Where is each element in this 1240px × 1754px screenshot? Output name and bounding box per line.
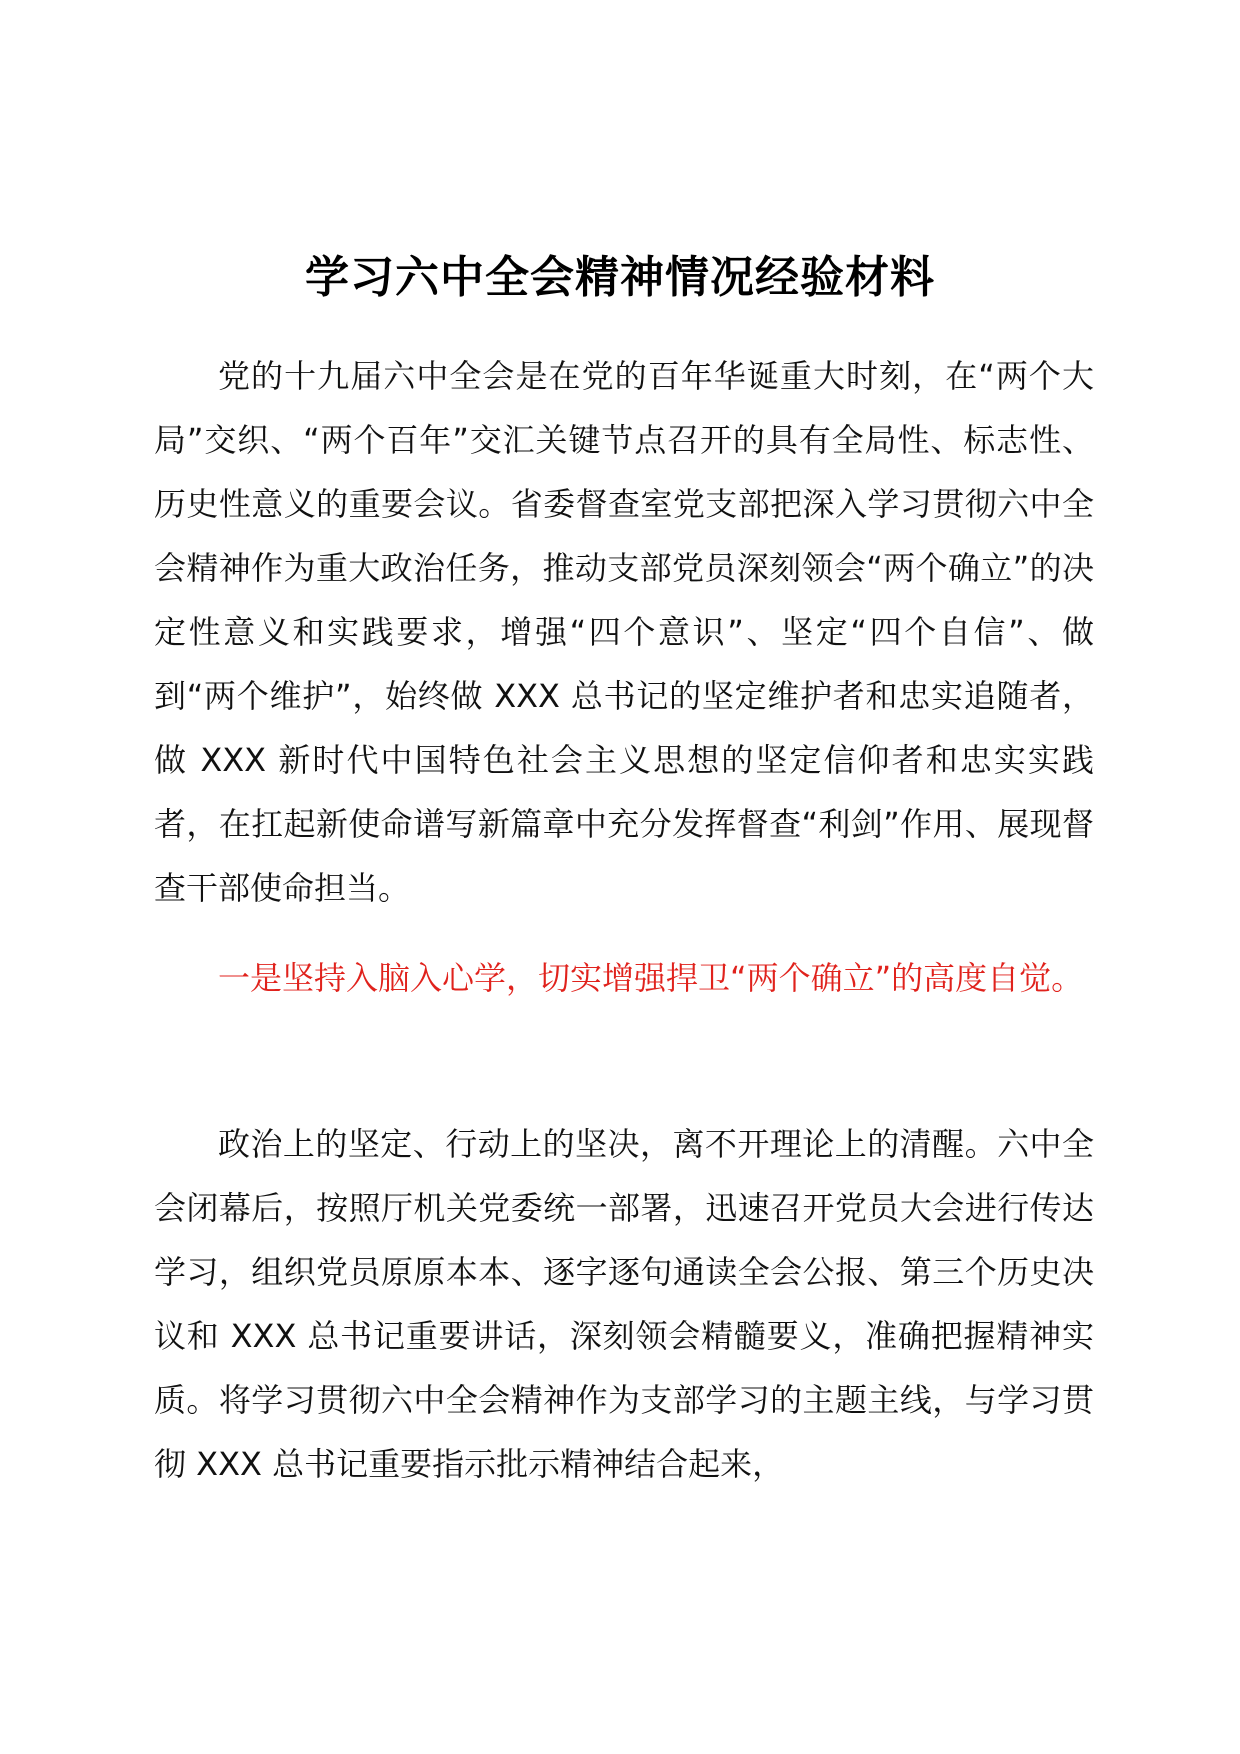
body-paragraph: 政治上的坚定、行动上的坚决，离不开理论上的清醒。六中全会闭幕后，按照厅机关党委统一部署，迅速召开党员大会进行传达学习，组织党员原原本本、逐字逐句通读全会公报、第三个历史决议和 XXX 总书记重要讲话，深刻领会精髓要义，准确把握精神实质。将学习贯彻六中全会精神作为支部学习的主题主线，与学习贯彻 XXX 总书记重要指示批示精神结合起来，	[154, 1125, 1094, 1483]
intro-paragraph: 党的十九届六中全会是在党的百年华诞重大时刻，在“两个大局”交织、“两个百年”交汇关键节点召开的具有全局性、标志性、历史性意义的重要会议。省委督查室党支部把深入学习贯彻六中全会精神作为重大政治任务，推动支部党员深刻领会“两个确立”的决定性意义和实践要求，增强“四个意识”、坚定“四个自信”、做到“两个维护”，始终做 XXX 总书记的坚定维护者和忠实追随者，做 XXX 新时代中国特色社会主义思想的坚定信仰者和忠实实践者，在扛起新使命谱写新篇章中充分发挥督查“利剑”作用、展现督查干部使命担当。	[154, 357, 1094, 907]
section-heading: 一是坚持入脑入心学，切实增强捍卫“两个确立”的高度自觉。	[218, 959, 1084, 997]
document-title: 学习六中全会精神情况经验材料	[305, 252, 935, 303]
